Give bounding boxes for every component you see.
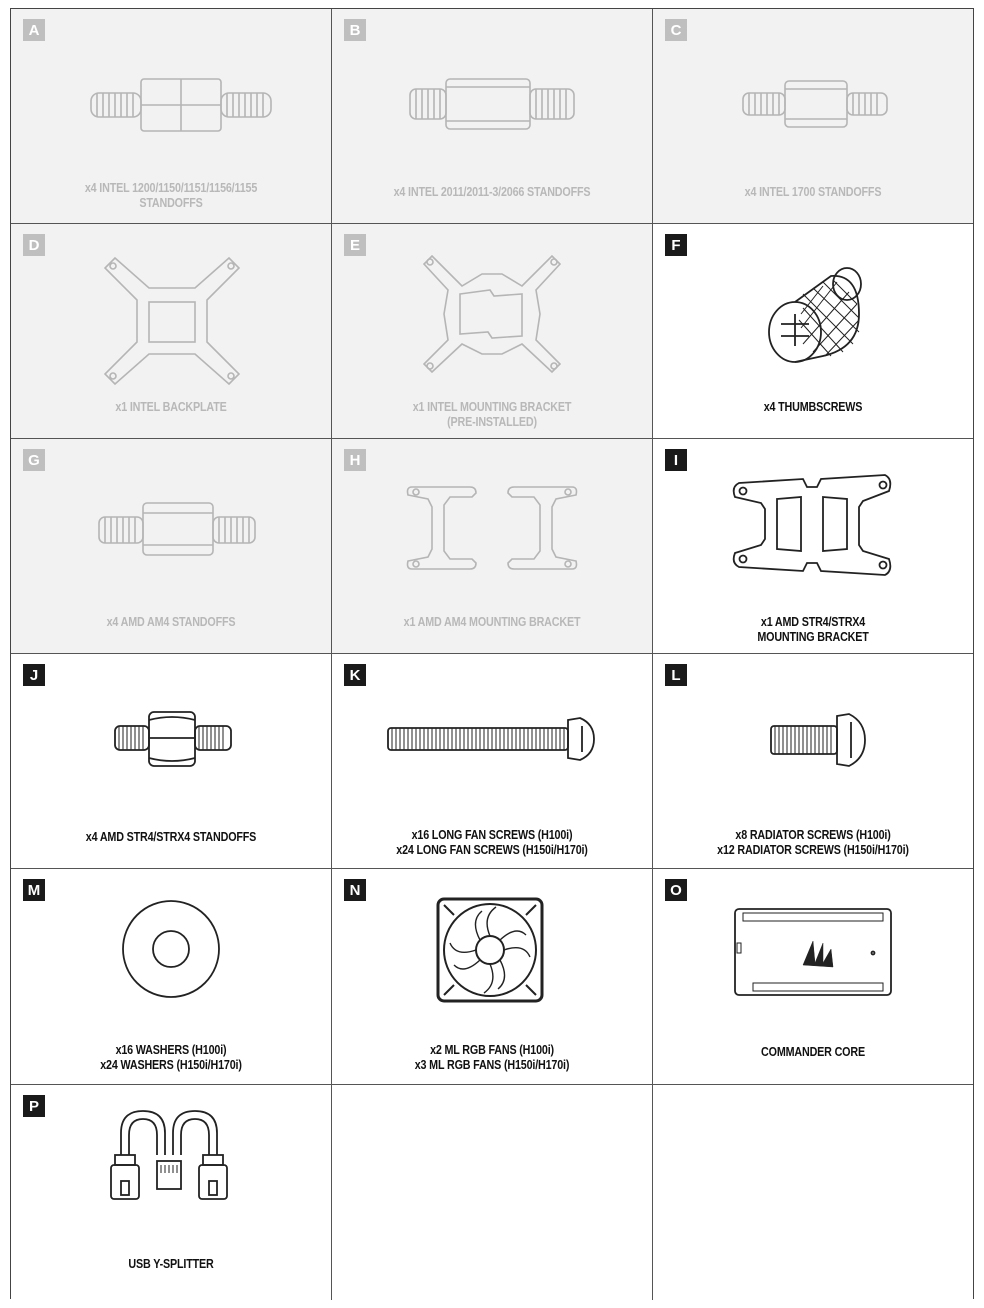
part-letter: A: [23, 19, 45, 41]
part-letter: N: [344, 879, 366, 901]
part-caption-line1: USB Y-SPLITTER: [128, 1257, 214, 1271]
empty-cell: [653, 1085, 973, 1300]
part-e: [332, 224, 653, 439]
part-caption-line1: x16 LONG FAN SCREWS (H100i): [411, 828, 573, 842]
part-letter: M: [23, 879, 45, 901]
part-caption-line1: x1 AMD STR4/STRX4: [760, 615, 866, 629]
part-i: [653, 439, 973, 654]
part-letter: J: [23, 664, 45, 686]
part-c: [653, 9, 973, 224]
part-caption-line1: x1 INTEL MOUNTING BRACKET: [412, 400, 572, 414]
part-n: [332, 869, 653, 1085]
part-caption-line1: x4 INTEL 1700 STANDOFFS: [744, 185, 882, 199]
part-m: [11, 869, 332, 1085]
part-letter: F: [665, 234, 687, 256]
part-o: [653, 869, 973, 1085]
part-caption-line1: x16 WASHERS (H100i): [115, 1043, 227, 1057]
part-h: [332, 439, 653, 654]
part-letter: K: [344, 664, 366, 686]
part-caption-line2: x24 WASHERS (H150i/H170i): [100, 1058, 242, 1072]
part-caption-line1: x1 AMD AM4 MOUNTING BRACKET: [403, 615, 581, 629]
part-letter: C: [665, 19, 687, 41]
part-j: [11, 654, 332, 869]
part-letter: E: [344, 234, 366, 256]
part-letter: L: [665, 664, 687, 686]
part-p: [11, 1085, 332, 1300]
empty-cell: [332, 1085, 653, 1300]
part-caption-line1: x1 INTEL BACKPLATE: [115, 400, 227, 414]
part-letter: H: [344, 449, 366, 471]
part-letter: I: [665, 449, 687, 471]
part-g: [11, 439, 332, 654]
part-f: [653, 224, 973, 439]
part-letter: B: [344, 19, 366, 41]
part-caption-line2: x12 RADIATOR SCREWS (H150i/H170i): [717, 843, 909, 857]
part-caption-line2: STANDOFFS: [139, 196, 203, 210]
part-b: [332, 9, 653, 224]
part-caption-line1: x4 AMD AM4 STANDOFFS: [106, 615, 236, 629]
part-letter: G: [23, 449, 45, 471]
part-caption-line1: x4 THUMBSCREWS: [763, 400, 863, 414]
part-letter: D: [23, 234, 45, 256]
part-caption-line2: x3 ML RGB FANS (H150i/H170i): [414, 1058, 570, 1072]
part-caption-line1: x4 INTEL 2011/2011-3/2066 STANDOFFS: [393, 185, 591, 199]
part-letter: P: [23, 1095, 45, 1117]
part-caption-line2: MOUNTING BRACKET: [757, 630, 869, 644]
part-caption-line2: (PRE-INSTALLED): [447, 415, 537, 429]
part-caption-line1: x2 ML RGB FANS (H100i): [430, 1043, 554, 1057]
part-d: [11, 224, 332, 439]
part-caption-line1: COMMANDER CORE: [761, 1045, 865, 1059]
parts-grid: [10, 8, 974, 1299]
part-a: [11, 9, 332, 224]
part-k: [332, 654, 653, 869]
part-caption-line1: x4 AMD STR4/STRX4 STANDOFFS: [85, 830, 257, 844]
part-caption-line2: x24 LONG FAN SCREWS (H150i/H170i): [396, 843, 588, 857]
part-letter: O: [665, 879, 687, 901]
part-caption-line1: x8 RADIATOR SCREWS (H100i): [735, 828, 891, 842]
part-l: [653, 654, 973, 869]
part-caption-line1: x4 INTEL 1200/1150/1151/1156/1155: [84, 181, 258, 195]
